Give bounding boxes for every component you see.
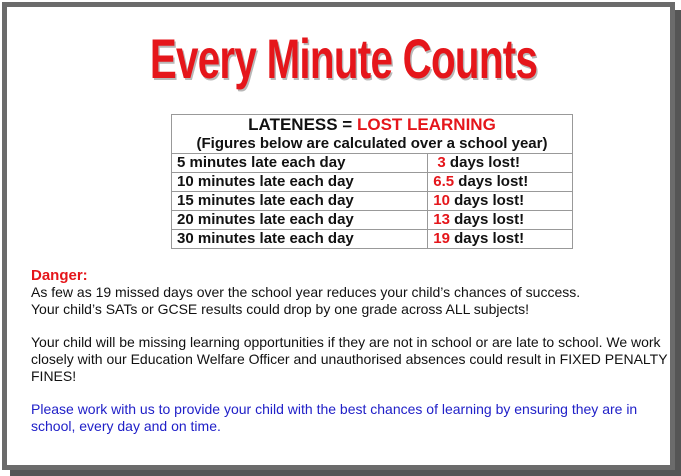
danger-line-2: Your child’s SATs or GCSE results could drop by one grade across ALL subjects! [31, 301, 530, 317]
days-number: 6.5 [433, 173, 455, 190]
table-heading [172, 115, 573, 136]
danger-label: Danger: [31, 267, 88, 284]
days-cell [428, 211, 573, 230]
days-number: 19 [433, 230, 450, 247]
table-subheading: (Figures below are calculated over a school year) [172, 135, 573, 154]
late-cell: 10 minutes late each day [172, 173, 428, 192]
late-cell: 20 minutes late each day [172, 211, 428, 230]
please-paragraph: Please work with us to provide your child with the best chances of learning by ensuring they are in school, every day and on time. [31, 401, 638, 434]
heading-prefix: LATENESS = [248, 115, 357, 134]
late-cell: 30 minutes late each day [172, 230, 428, 249]
missing-paragraph: Your child will be missing learning opportunities if they are not in school or are late to school. We work closely with our Education Welfare Officer and unauthorised absences could result in FIXED PENALTY FINES! [31, 334, 668, 384]
table-row [172, 192, 573, 211]
lateness-table [171, 114, 573, 249]
days-number: 3 [437, 154, 446, 171]
days-suffix: days lost! [449, 192, 525, 209]
heading-highlight: LOST LEARNING [356, 115, 496, 134]
poster-frame [2, 2, 675, 470]
frame-shadow-bottom [10, 470, 681, 476]
table-row [172, 173, 573, 192]
danger-line-1: As few as 19 missed days over the school year reduces your child’s chances of success. [31, 284, 581, 300]
frame-shadow-right [675, 10, 681, 472]
table-heading-row [172, 115, 573, 136]
days-cell [428, 154, 573, 173]
late-cell: 15 minutes late each day [172, 192, 428, 211]
days-cell [428, 230, 573, 249]
table-row [172, 211, 573, 230]
days-cell [428, 173, 573, 192]
days-suffix: days lost! [454, 173, 529, 190]
table-row [172, 154, 573, 173]
poster-title: Every Minute Counts [149, 27, 538, 90]
body-text [31, 267, 671, 435]
spacer [31, 318, 671, 334]
late-cell: 5 minutes late each day [172, 154, 428, 173]
days-number: 13 [433, 211, 450, 228]
days-suffix: days lost! [449, 211, 525, 228]
days-suffix: days lost! [449, 230, 525, 247]
spacer [31, 385, 671, 401]
days-suffix: days lost! [445, 154, 520, 171]
table-row [172, 230, 573, 249]
table-subheading-row [172, 135, 573, 154]
days-number: 10 [433, 192, 450, 209]
days-cell [428, 192, 573, 211]
